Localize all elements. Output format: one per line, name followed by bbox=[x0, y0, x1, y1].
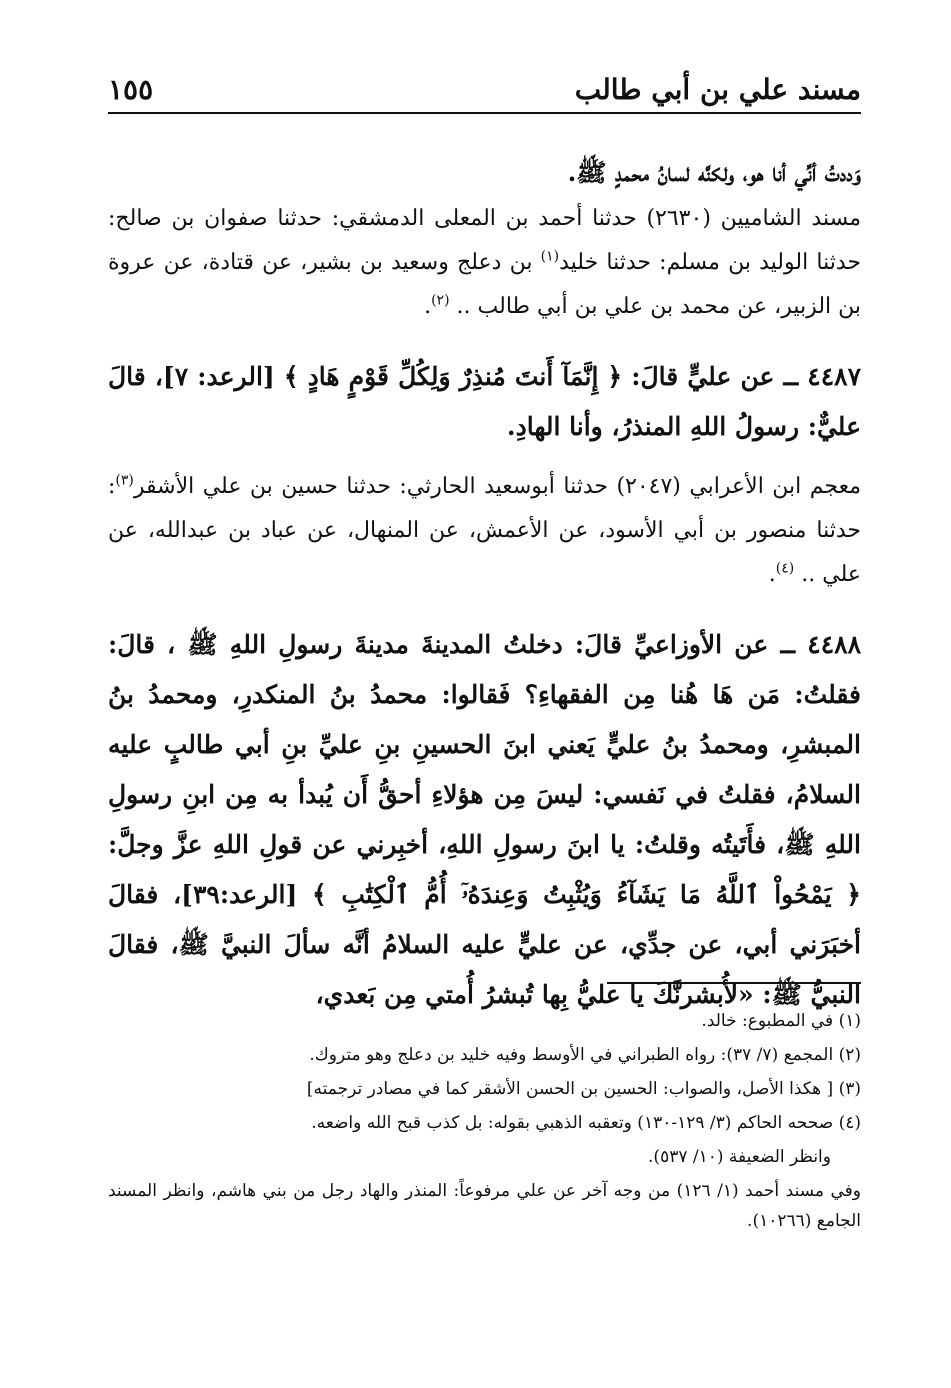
page-header bbox=[108, 62, 861, 114]
footnote-ref-3[interactable]: (٣) bbox=[115, 472, 134, 489]
footnote-1: (١) في المطبوع: خالد. bbox=[701, 1011, 861, 1031]
footnote-3: (٣) [ هكذا الأصل، والصواب: الحسين بن الحسن الأشقر كما في مصادر ترجمته] bbox=[306, 1079, 861, 1099]
hadith-text: ــ عن الأوزاعيِّ قالَ: دخلتُ المدينةَ مدينةَ رسولِ اللهِ ﷺ ، قالَ: فقلتُ: مَن هَا هُنا مِن الفقهاءِ؟ فَقالوا: محمدُ بنُ المنكدرِ، ومحمدُ بنُ المبشرِ، ومحمدُ بنُ عليٍّ يَعني ابنَ الحسينِ بنِ عليِّ بنِ أبي طالبٍ عليه السلامُ، فقلتُ في نَفسي: ليسَ مِن هؤلاءِ أحقُّ أَن يُبدأ به مِن ابنِ رسولِ اللهِ ﷺ، فأَتَيتُه وقلتُ: يا ابنَ رسولِ اللهِ، أخبِرني عن قولِ اللهِ عزَّ وجلَّ: ﴿ يَمْحُواْ ٱللَّهُ مَا يَشَآءُ وَيُثْبِتُ وَعِندَهُۥٓ أُمُّ ٱلْكِتَٰبِ ﴾ [الرعد:٣٩]، فقالَ أخبَرَني أبي، عن جدِّي، عن عليٍّ عليه السلامُ أنَّه سألَ النبيَّ ﷺ، فقالَ النبيُّ ﷺ: «لأُبشرنَّكَ يا عليُّ بِها تُبشرُ أُمتي مِن بَعدي، bbox=[108, 630, 862, 1009]
paragraph-2-source bbox=[108, 197, 861, 329]
footnote-ref-2[interactable]: (٢) bbox=[431, 292, 450, 309]
hadith-number: ٤٤٨٨ bbox=[807, 630, 861, 659]
source-text-b: : حدثنا منصور بن أبي الأسود، عن الأعمش، عن المنهال، عن عباد بن عبدالله، عن علي .. bbox=[108, 474, 861, 587]
hadith-number: ٤٤٨٧ bbox=[807, 362, 862, 391]
page-number: ١٥٥ bbox=[108, 73, 154, 106]
footnotes bbox=[108, 1006, 861, 1240]
footnote-ref-4[interactable]: (٤) bbox=[775, 560, 795, 577]
paragraph-1 bbox=[108, 148, 861, 198]
paragraph-3-source bbox=[108, 465, 861, 597]
source-text-b: بن دعلج وسعيد بن بشير، عن قتادة، عن عروة بن الزبير، عن محمد بن علي بن أبي طالب .. bbox=[108, 250, 861, 319]
footnote-ref-1[interactable]: (١) bbox=[540, 248, 560, 265]
hadith-4487 bbox=[108, 352, 861, 452]
hadith-4488 bbox=[108, 620, 861, 1020]
paragraph-1-text: وَددتُ أنِّي أنا هو، ولكنَّه لسانُ محمدٍ ﷺ. bbox=[567, 158, 861, 187]
book-title: مسند علي بن أبي طالب bbox=[574, 73, 861, 106]
footnote-5: وفي مسند أحمد (١/ ١٢٦) من وجه آخر عن علي مرفوعاً: المنذر والهاد رجل من بني هاشم، وانظر المسند الجامع (١٠٢٦٦). bbox=[108, 1181, 861, 1231]
source-text-end: . bbox=[768, 562, 776, 587]
hadith-text: ــ عن عليٍّ قالَ: ﴿ إِنَّمَآ أَنتَ مُنذِرٌ وَلِكُلِّ قَوْمٍ هَادٍ ﴾ [الرعد: ٧]، قالَ عليٌّ: رسولُ اللهِ المنذرُ، وأنا الهادِ. bbox=[108, 362, 861, 441]
source-text-a: معجم ابن الأعرابي (٢٠٤٧) حدثنا أبوسعيد الحارثي: حدثنا حسين بن علي الأشقر bbox=[133, 474, 861, 499]
footnote-separator bbox=[607, 982, 861, 984]
footnote-4: (٤) صححه الحاكم (٣/ ١٢٩-١٣٠) وتعقبه الذهبي بقوله: بل كذب قبح الله واضعه. bbox=[311, 1113, 861, 1133]
source-text-a: مسند الشاميين (٢٦٣٠) حدثنا أحمد بن المعلى الدمشقي: حدثنا صفوان بن صالح: حدثنا الوليد بن مسلم: حدثنا خليد bbox=[108, 206, 861, 275]
footnote-4-continued: وانظر الضعيفة (١٠/ ٥٣٧). bbox=[648, 1147, 831, 1167]
source-text-end: . bbox=[424, 294, 432, 319]
footnote-2: (٢) المجمع (٧/ ٣٧): رواه الطبراني في الأوسط وفيه خليد بن دعلج وهو متروك. bbox=[309, 1045, 861, 1065]
